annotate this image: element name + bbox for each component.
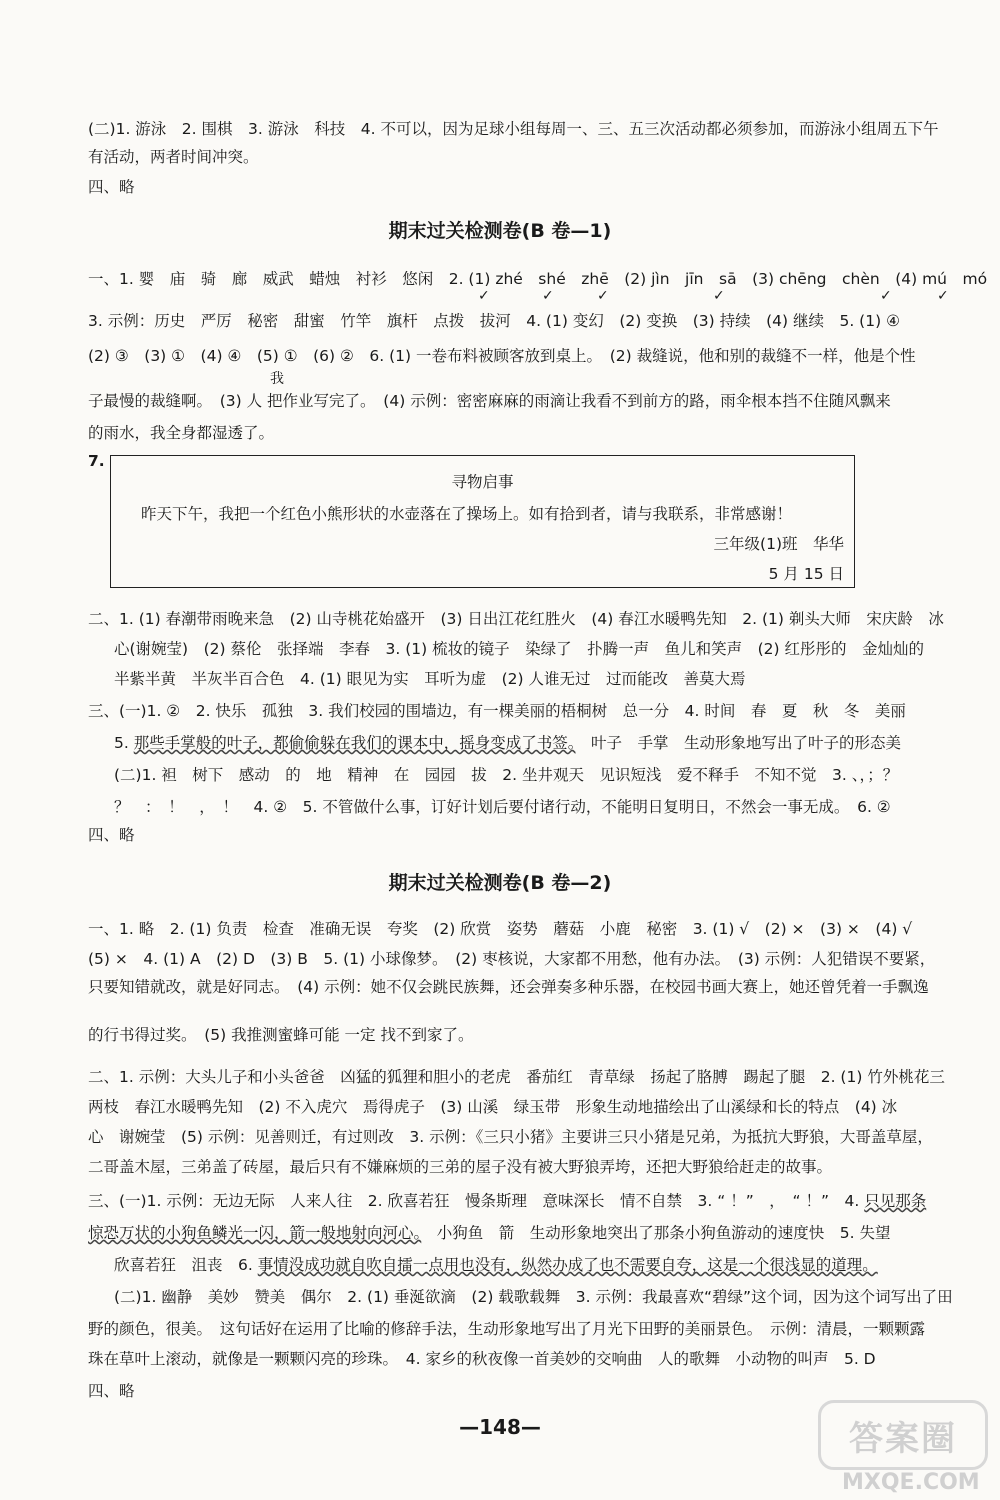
text-line: 只要知错就改，就是好同志。 (4) 示例：她不仅会跳民族舞，还会弹奏多种乐器，在校园书画大赛上，她还曾凭着一手飘逸 xyxy=(88,978,929,996)
text-line: 三、(一)1. ② 2. 快乐 孤独 3. 我们校园的围墙边，有一棵美丽的梧桐树 总一分 4. 时间 春 夏 秋 冬 美丽 xyxy=(88,702,906,720)
watermark-url: MXQE.COM xyxy=(842,1470,980,1495)
question-number: 7. xyxy=(88,452,105,470)
check-mark-icon: ✓ xyxy=(937,288,949,304)
text-line: (2) ③ (3) ① (4) ④ (5) ① (6) ② 6. (1) 一卷布料被顾客放到桌上。 (2) 裁缝说，他和别的裁缝不一样，他是个性 xyxy=(88,347,916,365)
insertion-mark: 我 xyxy=(270,371,284,387)
text-line: 一、1. 略 2. (1) 负责 检查 准确无误 夸奖 (2) 欣赏 姿势 蘑菇 小鹿 秘密 3. (1) √ (2) × (3) × (4) √ xyxy=(88,920,913,938)
check-mark-icon: ✓ xyxy=(880,288,892,304)
text-line xyxy=(114,732,994,754)
text-line: 两枝 春江水暖鸭先知 (2) 不入虎穴 焉得虎子 (3) 山溪 绿玉带 形象生动地描绘出了山溪绿和长的特点 (4) 冰 xyxy=(88,1098,898,1116)
check-mark-icon: ✓ xyxy=(597,288,609,304)
text-line: (5) × 4. (1) A (2) D (3) B 5. (1) 小球像梦。 (2) 枣核说，大家都不用愁，他有办法。 (3) 示例：人犯错误不要紧， xyxy=(88,950,936,968)
text-line: 子最慢的裁缝啊。 (3) 人 把作业写完了。 (4) 示例：密密麻麻的雨滴让我看不到前方的路，雨伞根本挡不住随风飘来 xyxy=(88,392,891,410)
page-number: —148— xyxy=(459,1415,541,1439)
text-line xyxy=(88,1190,968,1212)
check-mark-icon: ✓ xyxy=(478,288,490,304)
text-line: 二哥盖木屋，三弟盖了砖屋，最后只有不嫌麻烦的三弟的屋子没有被大野狼弄垮，还把大野狼给赶走的故事。 xyxy=(88,1158,833,1176)
text-fragment: 5. xyxy=(114,734,134,752)
watermark-logo xyxy=(818,1400,988,1470)
notice-title: 寻物启事 xyxy=(451,473,514,491)
text-line: (二)1. 袒 树下 感动 的 地 精神 在 园园 拔 2. 坐井观天 见识短浅 爱不释手 不知不觉 3. 、，；？ xyxy=(114,766,899,784)
watermark-logo-text: 答案圈 xyxy=(849,1418,957,1459)
text-fragment: 三、(一)1. 示例：无边无际 人来人往 2. 欣喜若狂 慢条斯理 意味深长 情不自禁 3. “ ！” ， “ ！” 4. xyxy=(88,1192,865,1210)
check-mark-icon: ✓ xyxy=(713,288,725,304)
text-line: 心(谢婉莹) (2) 蔡伦 张择端 李春 3. (1) 梳妆的镜子 染绿了 扑腾一声 鱼儿和笑声 (2) 红彤彤的 金灿灿的 xyxy=(114,640,924,658)
lost-item-notice xyxy=(110,455,855,588)
underlined-answer: 事情没成功就自吹自擂一点用也没有，纵然办成了也不需要自夸，这是一个很浅显的道理。 xyxy=(257,1256,878,1274)
text-line xyxy=(114,1254,994,1276)
text-line: 四、略 xyxy=(88,178,135,196)
notice-body: 昨天下午，我把一个红色小熊形状的水壶落在了操场上。如有拾到者，请与我联系，非常感谢！ xyxy=(141,505,793,523)
text-line: 半紫半黄 半灰半百合色 4. (1) 眼见为实 耳听为虚 (2) 人谁无过 过而能改 善莫大焉 xyxy=(114,670,746,688)
check-mark-icon: ✓ xyxy=(542,288,554,304)
text-line: 心 谢婉莹 (5) 示例：见善则迁，有过则改 3. 示例：《三只小猪》主要讲三只小猪是兄弟，为抵抗大野狼，大哥盖草屋， xyxy=(88,1128,933,1146)
text-fragment: 欣喜若狂 沮丧 6. xyxy=(114,1256,258,1274)
underlined-answer: 那些手掌般的叶子，都偷偷躲在我们的课本中，摇身变成了书签。 xyxy=(133,734,576,752)
text-line: 珠在草叶上滚动，就像是一颗颗闪亮的珍珠。 4. 家乡的秋夜像一首美妙的交响曲 人的歌舞 小动物的叫声 5. D xyxy=(88,1350,876,1368)
text-line: 野的颜色，很美。 这句话好在运用了比喻的修辞手法，生动形象地写出了月光下田野的美丽景色。 示例：清晨，一颗颗露 xyxy=(88,1320,926,1338)
text-line: 的雨水，我全身都湿透了。 xyxy=(88,424,275,442)
notice-sign: 三年级(1)班 华华 xyxy=(713,535,844,553)
section-title: 期末过关检测卷(B 卷—1) xyxy=(388,220,612,242)
text-fragment: 叶子 手掌 生动形象地写出了叶子的形态美 xyxy=(575,734,901,752)
text-line: 3. 示例：历史 严厉 秘密 甜蜜 竹竿 旗杆 点拨 拔河 4. (1) 变幻 (2) 变换 (3) 持续 (4) 继续 5. (1) ④ xyxy=(88,312,900,330)
underlined-answer: 只见那条 xyxy=(864,1192,927,1210)
text-line: ？ ： ！ ， ！ 4. ② 5. 不管做什么事，订好计划后要付诸行动，不能明日复明日，不然会一事无成。 6. ② xyxy=(114,798,891,816)
text-line: 的行书得过奖。 (5) 我推测蜜蜂可能 一定 找不到家了。 xyxy=(88,1026,474,1044)
text-line: 四、略 xyxy=(88,1382,135,1400)
text-fragment: 小狗鱼 箭 生动形象地突出了那条小狗鱼游动的速度快 5. 失望 xyxy=(421,1224,891,1242)
text-line: (二)1. 游泳 2. 围棋 3. 游泳 科技 4. 不可以，因为足球小组每周一、三、五三次活动都必须参加，而游泳小组周五下午 xyxy=(88,120,939,138)
text-line: 二、1. 示例：大头儿子和小头爸爸 凶猛的狐狸和胆小的老虎 番茄红 青草绿 扬起了胳膊 踢起了腿 2. (1) 竹外桃花三 xyxy=(88,1068,945,1086)
underlined-answer: 惊恐万状的小狗鱼鳞光一闪，箭一般地射向河心。 xyxy=(88,1224,422,1242)
text-line: (二)1. 幽静 美妙 赞美 偶尔 2. (1) 垂涎欲滴 (2) 载歌载舞 3. 示例：我最喜欢“碧绿”这个词，因为这个词写出了田 xyxy=(114,1288,953,1306)
notice-date: 5 月 15 日 xyxy=(768,565,844,583)
text-line: 四、略 xyxy=(88,826,135,844)
text-line: 一、1. 婴 庙 骑 廊 威武 蜡烛 衬衫 悠闲 2. (1) zhé shé zhē (2) jìn jīn sā (3) chēng chèn (4) mú mó xyxy=(88,270,988,288)
section-title: 期末过关检测卷(B 卷—2) xyxy=(388,872,612,894)
text-line xyxy=(88,1222,968,1244)
text-line: 二、1. (1) 春潮带雨晚来急 (2) 山寺桃花始盛开 (3) 日出江花红胜火 (4) 春江水暖鸭先知 2. (1) 剃头大师 宋庆龄 冰 xyxy=(88,610,944,628)
text-line: 有活动，两者时间冲突。 xyxy=(88,148,259,166)
